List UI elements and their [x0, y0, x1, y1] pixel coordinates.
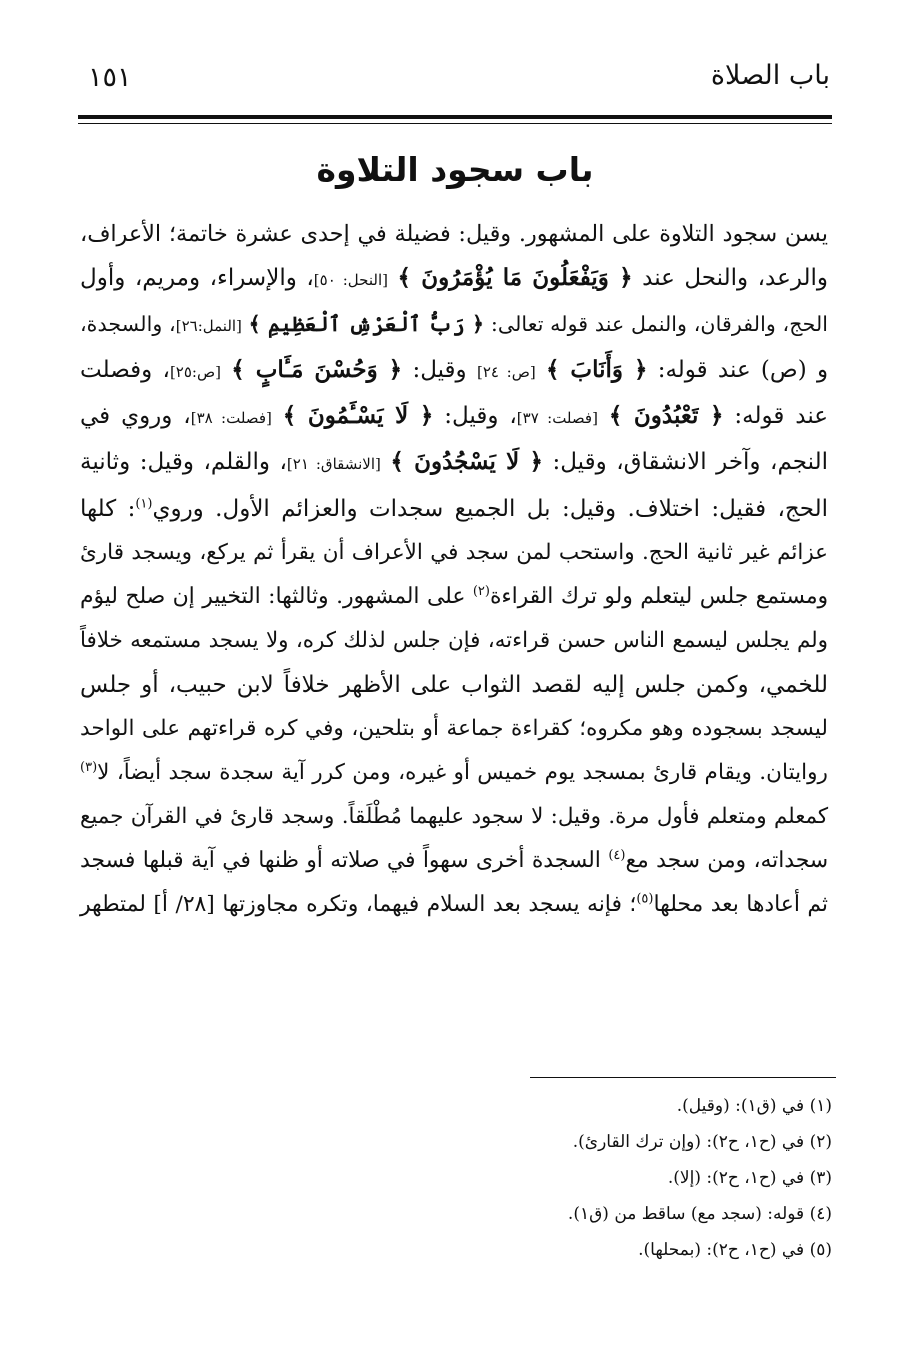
text-run: وقيل:	[412, 357, 467, 384]
text-run: السجدة أخرى سهواً في صلاته أو ظنها في آية قبلها فسجد	[80, 848, 609, 874]
verse-reference: [الانشقاق: ٢١]	[286, 455, 381, 474]
text-line	[80, 751, 828, 795]
footnotes	[132, 1088, 832, 1268]
verse-reference: [فصلت: ٣٧]	[516, 409, 598, 428]
text-line	[80, 619, 828, 663]
text-line	[80, 256, 828, 302]
text-line	[80, 575, 828, 619]
text-run: و (ص) عند قوله:	[657, 357, 829, 384]
verse-reference: [فصلت: ٣٨]	[190, 409, 272, 428]
text-run: ثم أعادها بعد محلها	[653, 892, 828, 918]
text-run: ، والقلم، وقيل: وثانية	[80, 449, 287, 476]
text-run: ، والإسراء، ومريم، وأول	[80, 265, 314, 292]
quran-verse: ﴿ وَأَنَابَ ﴾	[545, 356, 648, 384]
text-line	[80, 839, 828, 883]
text-run: ولم يجلس ليسمع الناس حسن قراءته، فإن جلس لذلك كره، ولا يسجد مستمعه خلافاً	[80, 627, 828, 653]
text-run: النجم، وآخر الانشقاق، وقيل:	[552, 449, 828, 476]
text-run: روايتان. ويقام قارئ بمسجد يوم خميس أو غيره، ومن كرر آية سجدة سجد أيضاً، لا	[97, 760, 828, 786]
text-run: الحج، والفرقان، والنمل عند قوله تعالى:	[490, 312, 829, 337]
text-line	[80, 440, 828, 486]
text-run: عند قوله:	[734, 403, 829, 430]
quran-verse: ﴿ لَا يَسْـَٔمُونَ ﴾	[282, 402, 434, 430]
header-rule-thin	[78, 123, 832, 124]
footnote: (٣) في (ح١، ح٢): (إلا).	[667, 1168, 832, 1188]
quran-verse: ﴿ لَا يَسْجُدُونَ ﴾	[390, 448, 543, 476]
text-line	[80, 531, 828, 575]
text-line	[80, 302, 828, 348]
text-run: ومستمع جلس ليتعلم ولو ترك القراءة	[489, 583, 828, 609]
text-run: عزائم غير ثانية الحج. واستحب لمن سجد في الأعراف أن يقرأ ثم يركع، ويسجد قارئ	[80, 539, 828, 565]
verse-reference: [النمل:٢٦]	[175, 317, 242, 336]
text-run: ؛ فإنه يسجد بعد السلام فيهما، وتكره مجاوزتها [٢٨/ أ] لمتطهر	[80, 892, 637, 918]
text-line	[80, 394, 828, 440]
verse-reference: [ص: ٢٤]	[476, 363, 536, 382]
text-line	[80, 883, 828, 927]
main-text	[80, 212, 828, 928]
quran-verse: ﴿ تَعْبُدُونَ ﴾	[608, 402, 724, 430]
text-run: ، وقيل:	[444, 403, 517, 430]
text-run: ، وفصلت	[80, 357, 170, 384]
verse-reference: [ص:٢٥]	[169, 363, 221, 382]
text-run: للخمي، وكمن جلس إليه لقصد الثواب على الأظهر خلافاً لابن حبيب، أو جلس	[80, 671, 828, 698]
chapter-title: باب سجود التلاوة	[316, 150, 594, 189]
text-line	[80, 707, 828, 751]
running-header	[88, 52, 830, 102]
text-line	[80, 348, 828, 394]
quran-verse: ﴿ رَبُّ ٱلْعَرْشِ ٱلْعَظِيمِ ﴾	[248, 312, 485, 337]
text-line	[80, 795, 828, 839]
text-line	[80, 212, 828, 256]
page-number: ١٥١	[88, 62, 132, 93]
text-run: كمعلم ومتعلم فأول مرة. وقيل: لا سجود عليهما مُطْلَقاً. وسجد قارئ في القرآن جميع	[80, 804, 828, 830]
footnote-marker: (٣)	[80, 759, 98, 775]
quran-verse: ﴿ وَحُسْنَ مَـَٔابٍ ﴾	[231, 356, 403, 384]
text-run: سجداته، ومن سجد مع	[625, 848, 828, 874]
text-run: ، وروي في	[80, 403, 191, 430]
text-line	[80, 663, 828, 707]
text-run: على المشهور. وثالثها: التخيير إن صلح ليؤم	[80, 583, 473, 609]
text-run: : كلها	[80, 495, 136, 522]
footnote: (١) في (ق١): (وقيل).	[676, 1096, 832, 1116]
header-rule-thick	[78, 115, 832, 119]
text-run: يسن سجود التلاوة على المشهور. وقيل: فضيلة في إحدى عشرة خاتمة؛ الأعراف،	[80, 221, 828, 247]
footnote-marker: (٢)	[472, 583, 490, 599]
verse-reference: [النحل: ٥٠]	[313, 271, 388, 290]
text-run: ليسجد بسجوده وهو مكروه؛ كقراءة جماعة أو بتلحين، وفي كره قراءتهم على الواحد	[80, 716, 828, 742]
running-title: باب الصلاة	[710, 60, 830, 91]
text-run: والرعد، والنحل عند	[642, 265, 829, 292]
footnote-marker: (٥)	[636, 892, 654, 908]
text-run: الحج، فقيل: اختلاف. وقيل: بل الجميع سجدات والعزائم الأول. وروي	[152, 495, 829, 522]
text-line	[80, 487, 828, 531]
footnote: (٥) في (ح١، ح٢): (بمحلها).	[638, 1240, 832, 1260]
footnote-marker: (٤)	[608, 848, 626, 864]
text-run: ، والسجدة،	[80, 312, 176, 337]
footnote-separator	[530, 1077, 836, 1078]
footnote-marker: (١)	[135, 495, 153, 511]
footnote: (٢) في (ح١، ح٢): (وإن ترك القارئ).	[572, 1132, 832, 1152]
quran-verse: ﴿ وَيَفْعَلُونَ مَا يُؤْمَرُونَ ﴾	[397, 264, 633, 292]
footnote: (٤) قوله: (سجد مع) ساقط من (ق١).	[567, 1204, 832, 1224]
